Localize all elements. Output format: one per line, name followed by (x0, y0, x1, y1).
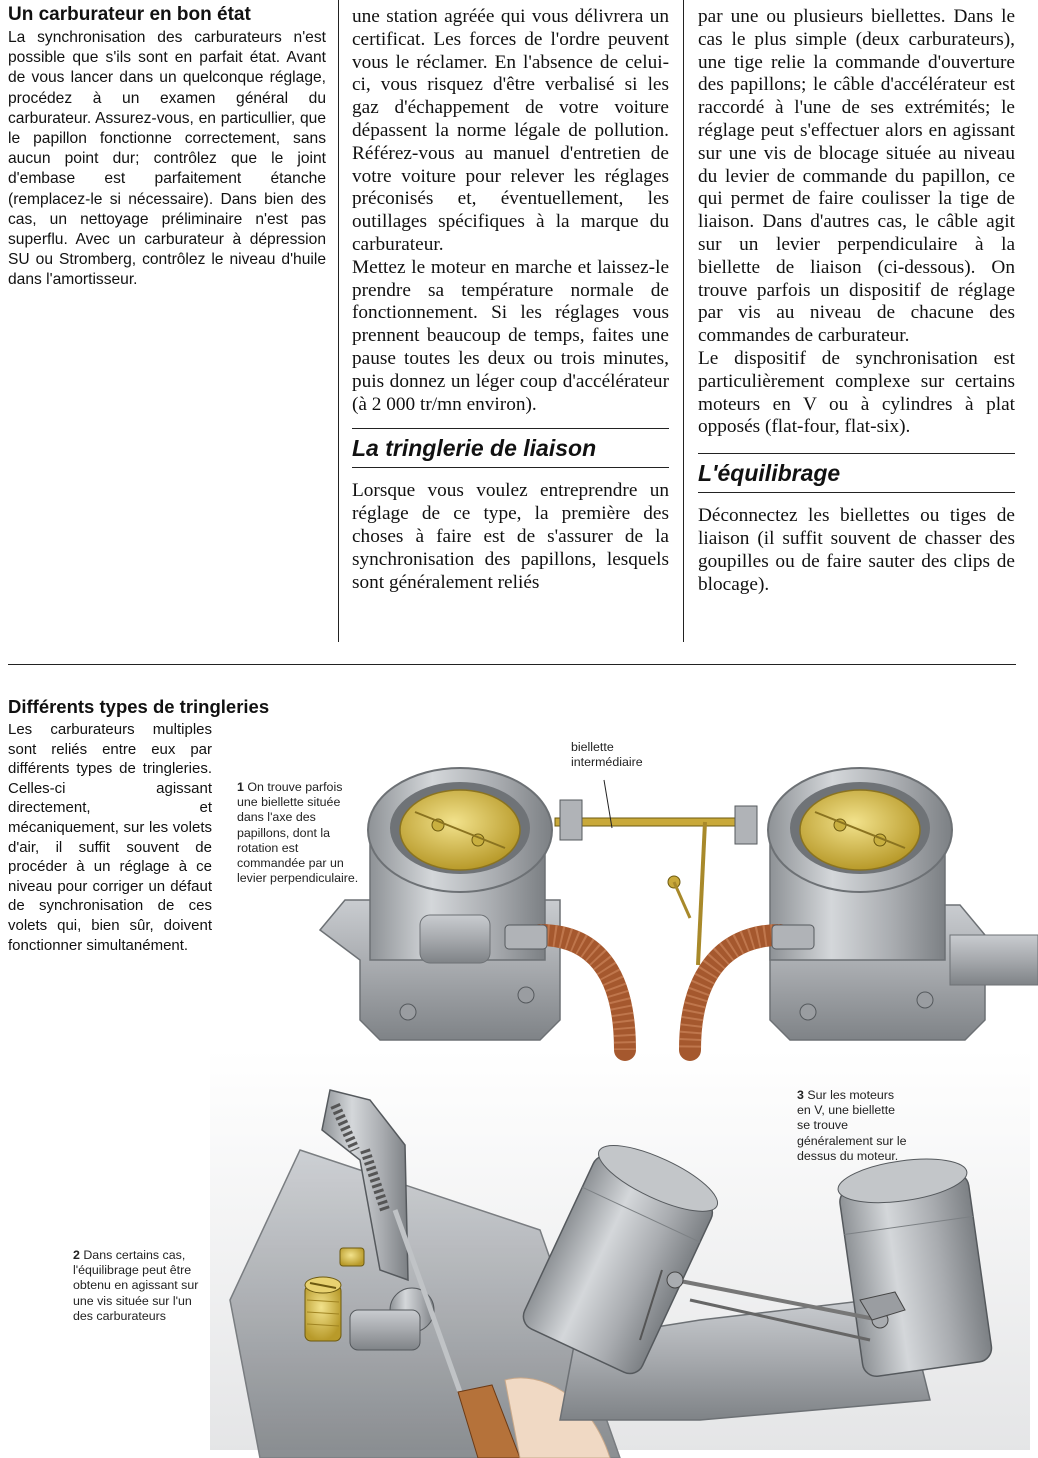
caption-2-number: 2 (73, 1248, 80, 1262)
callout-biellette-intermediaire: biellette intermédiaire (571, 740, 643, 769)
col2-para1: une station agréée qui vous délivrera un certificat. Les forces de l'ordre peuvent vous le réclamer. En l'absence de celui-ci, vous risquez d'être verbalisé si les gaz d'échappement de votre voiture dépassent la norme légale de pollution. Référez-vous au manuel d'entretien de votre voiture pour relever les réglages préconisés et, éventuellement, les outillages spécifiques à la marque du carburateur. (352, 6, 669, 255)
col3-para3: Déconnectez les biellettes ou tiges de liaison (il suffit souvent de chasser des goupilles ou de faire sauter des clips de blocage). (698, 505, 1015, 595)
col3-para2: Le dispositif de synchronisation est particulièrement complexe sur certains moteurs en V ou à cylindres à plat opposés (flat-four, flat-six). (698, 347, 1015, 438)
col2-para2: Mettez le moteur en marche et laissez-le prendre sa température normale de fonctionnement. Si les réglages vous prennent beaucoup de temps, faites une pause toutes les deux ou trois minutes, puis donnez un léger coup d'accélérateur (à 2 000 tr/mn environ). (352, 256, 669, 415)
caption-2-text: Dans certains cas, l'équilibrage peut être obtenu en agissant sur une vis située sur l'un des carburateurs (73, 1248, 199, 1323)
section-heading-tringlerie: La tringlerie de liaison (352, 435, 597, 462)
caption-1 (237, 780, 359, 886)
caption-2 (73, 1248, 201, 1324)
caption-1-text: On trouve parfois une biellette située dans l'axe des papillons, dont la rotation est commandée par un levier perpendiculaire. (237, 780, 359, 886)
col1-text: La synchronisation des carburateurs n'est possible que s'ils sont en parfait état. Avant de vous lancer dans un quelconque réglage, procédez à un examen général du carburateur. Assurez-vous, en particullier, que le papillon fonctionne correctement, sans aucun point dur; contrôlez que le joint d'embase est parfaitement étanche (remplacez-le si nécessaire). Dans bien des cas, un nettoyage préliminaire n'est pas superflu. Avec un carburateur à dépression SU ou Stromberg, contrôlez le niveau d'huile dans l'amortisseur. (8, 29, 326, 289)
col2-para3: Lorsque vous voulez entreprendre un réglage de ce type, la première des choses à faire est de s'assurer de la synchronisation des papillons, lesquels sont généralement reliés (352, 480, 669, 593)
section-heading-bon-etat: Un carburateur en bon état (8, 4, 251, 25)
col3-para1: par une ou plusieurs biellettes. Dans le cas le plus simple (deux carburateurs), une tige relie la commande d'ouverture des papillons; le câble d'accélérateur est raccordé à l'une de ses extrémités; le réglage peut s'effectuer alors en agissant sur une vis de blocage située au niveau du levier de commande du papillon, ce qui permet de faire coulisser la tige de liaison. Dans d'autres cas, le câble agit sur un levier perpendiculaire à la biellette de liaison (ci-dessous). On trouve parfois un dispositif de réglage par vis au niveau de chacune des commandes de carburateur. (698, 6, 1015, 347)
caption-3-text: Sur les moteurs en V, une biellette se trouve généralement sur le dessus du moteur. (797, 1088, 907, 1163)
section-heading-equilibrage: L'équilibrage (698, 460, 841, 487)
sidebar-text: Les carburateurs multiples sont reliés entre eux par différents types de tringleries. Celles-ci agissant directement, et mécaniquement, sur les volets d'air, il suffit souvent de procéder à un réglage à ce niveau pour corriger un défaut de synchronisation de ces volets qui, bien sûr, doivent fonctionner simultanément. (8, 721, 212, 954)
caption-3 (797, 1088, 907, 1164)
caption-3-number: 3 (797, 1088, 804, 1102)
caption-1-number: 1 (237, 780, 244, 794)
figure-1-twin-carburetors (320, 768, 1038, 1050)
sidebar-heading: Différents types de tringleries (8, 696, 270, 717)
